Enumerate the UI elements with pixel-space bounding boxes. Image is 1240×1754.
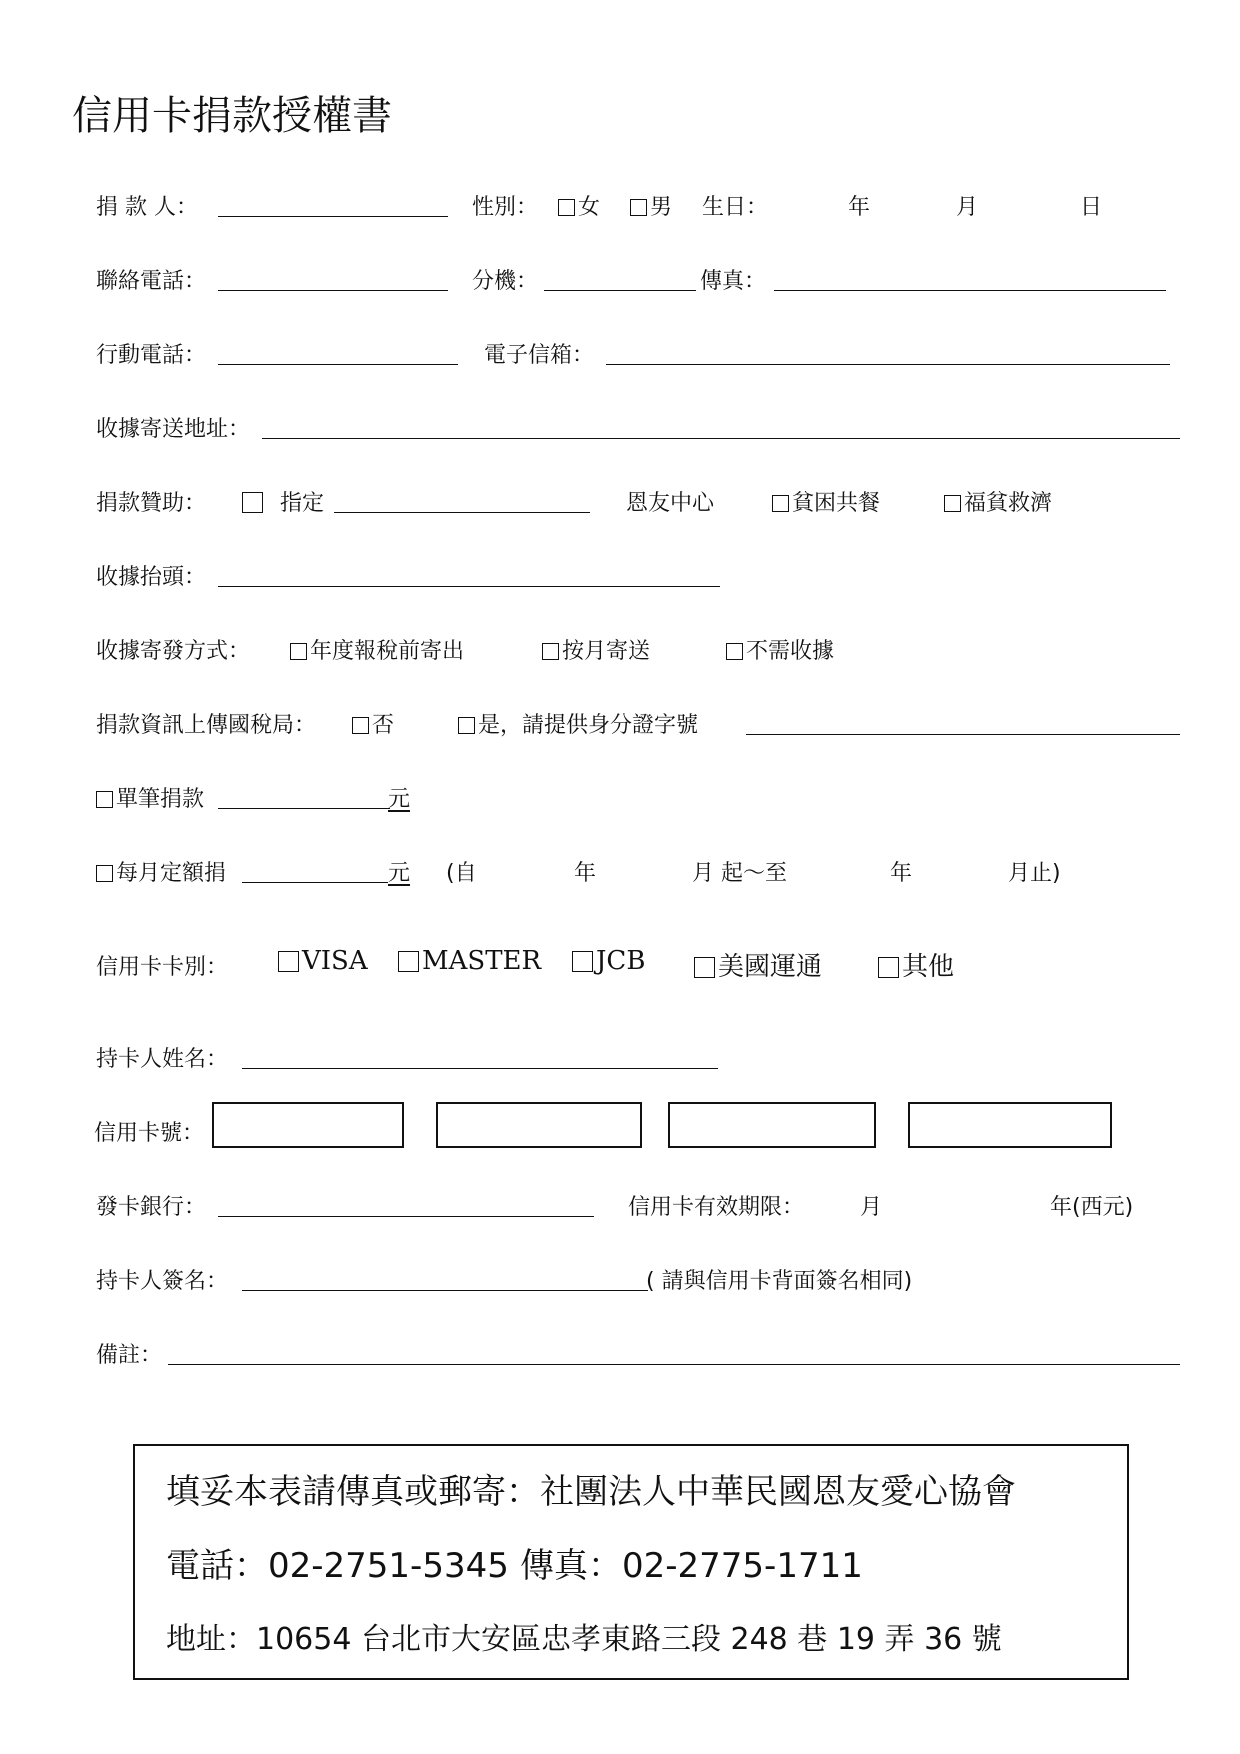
footer-instruction: 填妥本表請傳真或郵寄：社團法人中華民國恩友愛心協會 (166, 1472, 1016, 1512)
birthday-month-label: 月 (956, 195, 979, 220)
visa-checkbox[interactable] (278, 951, 299, 972)
bank-field[interactable] (218, 1216, 594, 1217)
card-type-label: 信用卡卡別： (96, 955, 229, 980)
address-label: 收據寄送地址： (96, 417, 251, 442)
jcb-checkbox[interactable] (572, 951, 593, 972)
other-card-checkbox[interactable] (878, 957, 899, 978)
annual-checkbox[interactable] (290, 643, 307, 660)
extension-label: 分機： (472, 269, 539, 294)
signature-note: ( 請與信用卡背面簽名相同) (646, 1269, 913, 1294)
tax-no-checkbox[interactable] (352, 717, 369, 734)
card-number-box-2[interactable] (436, 1102, 642, 1148)
monthly-donation-option[interactable]: 每月定額捐 (96, 856, 226, 887)
monthly-checkbox[interactable] (542, 643, 559, 660)
extension-field[interactable] (544, 290, 696, 291)
single-donation-option[interactable]: 單筆捐款 (96, 782, 204, 813)
gender-male-option[interactable]: 男 (630, 190, 672, 221)
address-field[interactable] (262, 438, 1180, 439)
monthly-amount-field[interactable] (242, 882, 388, 883)
mobile-label: 行動電話： (96, 343, 207, 368)
expiry-year-label: 年(西元) (1050, 1195, 1134, 1220)
relief-checkbox[interactable] (944, 495, 961, 512)
fax-field[interactable] (774, 290, 1166, 291)
gender-label: 性別： (472, 195, 539, 220)
email-field[interactable] (606, 364, 1170, 365)
monthly-to-month-label: 月止) (1008, 861, 1061, 886)
fax-label: 傳真： (700, 269, 767, 294)
designated-checkbox[interactable] (242, 492, 263, 513)
expiry-month-label: 月 (860, 1195, 883, 1220)
email-label: 電子信箱： (484, 343, 595, 368)
monthly-donation-checkbox[interactable] (96, 865, 113, 882)
amex-checkbox[interactable] (694, 957, 715, 978)
birthday-day-label: 日 (1080, 195, 1103, 220)
birthday-year-label: 年 (848, 195, 871, 220)
mobile-field[interactable] (218, 364, 458, 365)
receipt-title-field[interactable] (218, 586, 720, 587)
tax-upload-label: 捐款資訊上傳國稅局： (96, 713, 317, 738)
donor-label: 捐 款 人： (96, 195, 198, 220)
poverty-meals-checkbox[interactable] (772, 495, 789, 512)
phone-field[interactable] (218, 290, 448, 291)
single-donation-checkbox[interactable] (96, 791, 113, 808)
receipt-monthly-option[interactable]: 按月寄送 (542, 634, 650, 665)
footer-phone: 電話：02-2751-5345 (166, 1546, 509, 1586)
sponsor-designated-option[interactable]: 指定 (242, 486, 324, 517)
card-jcb-option[interactable]: JCB (572, 946, 645, 976)
tax-no-option[interactable]: 否 (352, 708, 394, 739)
card-number-box-3[interactable] (668, 1102, 876, 1148)
footer-address: 地址：10654 台北市大安區忠孝東路三段 248 巷 19 弄 36 號 (166, 1622, 1002, 1657)
card-number-box-4[interactable] (908, 1102, 1112, 1148)
sponsor-relief-option[interactable]: 福貧救濟 (944, 486, 1052, 517)
monthly-from-year-label: 年 (574, 861, 597, 886)
footer-fax: 傳真：02-2775-1711 (520, 1546, 863, 1586)
tax-yes-checkbox[interactable] (458, 717, 475, 734)
expiry-label: 信用卡有效期限： (628, 1195, 805, 1220)
holder-name-field[interactable] (242, 1068, 718, 1069)
single-amount-field[interactable] (218, 808, 390, 809)
card-number-box-1[interactable] (212, 1102, 404, 1148)
single-yuan-label: 元 (388, 787, 411, 812)
receipt-annual-option[interactable]: 年度報稅前寄出 (290, 634, 464, 665)
signature-field[interactable] (242, 1290, 648, 1291)
card-amex-option[interactable]: 美國運通 (694, 946, 822, 983)
receipt-title-label: 收據抬頭： (96, 565, 207, 590)
sponsor-poverty-meals-option[interactable]: 貧困共餐 (772, 486, 880, 517)
page-title: 信用卡捐款授權書 (72, 93, 392, 139)
female-checkbox[interactable] (558, 199, 575, 216)
card-number-label: 信用卡號： (94, 1121, 205, 1146)
id-number-field[interactable] (746, 734, 1180, 735)
monthly-to-year-label: 年 (890, 861, 913, 886)
birthday-label: 生日： (702, 195, 769, 220)
card-visa-option[interactable]: VISA (278, 946, 368, 976)
sponsor-center-label: 恩友中心 (626, 491, 715, 516)
designated-field[interactable] (334, 512, 590, 513)
gender-female-option[interactable]: 女 (558, 190, 600, 221)
holder-name-label: 持卡人姓名： (96, 1047, 229, 1072)
monthly-from-month-label: 月 起～至 (692, 861, 787, 886)
card-master-option[interactable]: MASTER (398, 946, 541, 976)
male-checkbox[interactable] (630, 199, 647, 216)
tax-yes-option[interactable]: 是，請提供身分證字號 (458, 708, 698, 739)
remarks-field[interactable] (168, 1364, 1180, 1365)
remarks-label: 備註： (96, 1343, 163, 1368)
monthly-from-label: (自 (446, 861, 477, 886)
no-receipt-checkbox[interactable] (726, 643, 743, 660)
receipt-none-option[interactable]: 不需收據 (726, 634, 834, 665)
phone-label: 聯絡電話： (96, 269, 207, 294)
card-other-option[interactable]: 其他 (878, 946, 954, 983)
bank-label: 發卡銀行： (96, 1195, 207, 1220)
monthly-yuan-label: 元 (388, 861, 411, 886)
sponsor-label: 捐款贊助： (96, 491, 207, 516)
receipt-method-label: 收據寄發方式： (96, 639, 251, 664)
donor-name-field[interactable] (218, 216, 448, 217)
master-checkbox[interactable] (398, 951, 419, 972)
signature-label: 持卡人簽名： (96, 1269, 229, 1294)
